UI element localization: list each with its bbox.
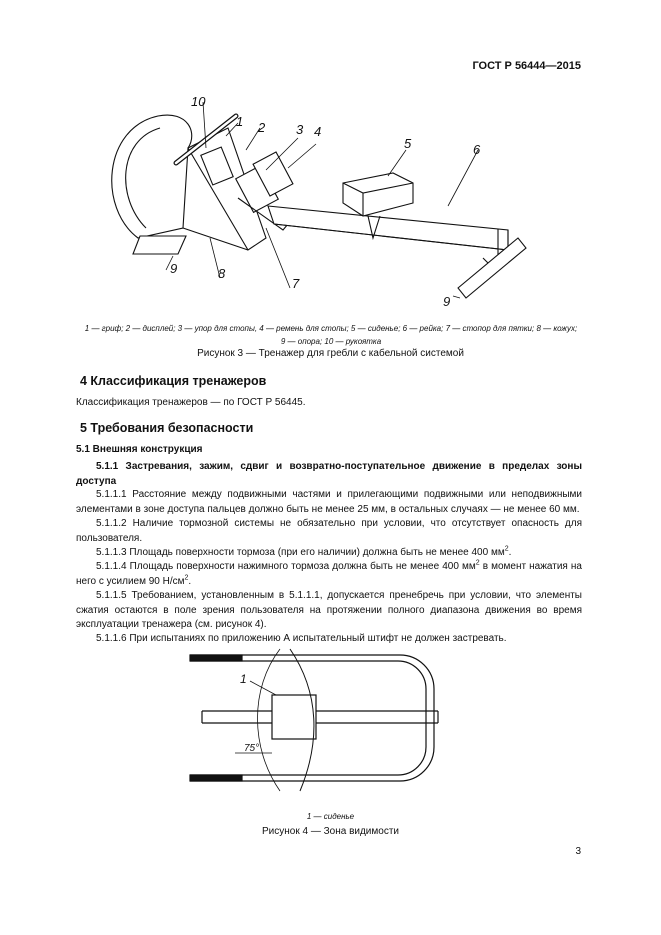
para-5111: 5.1.1.1 Расстояние между подвижными частями и прилегающими подвижными или неподвижными элементами в зоне доступа пальцев должно быть не менее 25 мм, в остальных случаях — не менее 60 мм. <box>76 489 582 515</box>
callout-9-right: 9 <box>443 294 451 309</box>
figure3-legend <box>46 322 616 348</box>
figure4-caption: Рисунок 4 — Зона видимости <box>262 826 399 837</box>
figure3-legend-line2: 9 — опора; 10 — рукоятка <box>280 337 382 346</box>
section511-heading: 5.1.1 Застревания, зажим, сдвиг и возвратно-поступательное движение в пределах зоны доступа <box>76 461 582 487</box>
callout-5: 5 <box>404 136 412 151</box>
section4-text: Классификация тренажеров — по ГОСТ Р 56445. <box>76 397 306 408</box>
page-number: 3 <box>575 846 581 857</box>
callout-7: 7 <box>292 276 300 291</box>
callout-9-left: 9 <box>170 261 178 276</box>
section5-heading: 5 Требования безопасности <box>80 421 254 435</box>
section4-heading: 4 Классификация тренажеров <box>80 374 267 388</box>
rowing-machine-figure <box>88 88 558 313</box>
para-5113: 5.1.1.3 Площадь поверхности тормоза (при его наличии) должна быть не менее 400 $мм^2$. <box>96 545 512 558</box>
callout-1: 1 <box>236 114 244 129</box>
callout-6: 6 <box>473 142 481 157</box>
para-5116: 5.1.1.6 При испытаниях по приложению А испытательный штифт не должен застревать. <box>96 633 507 644</box>
callout-3: 3 <box>296 122 304 137</box>
callout-4: 4 <box>314 124 322 139</box>
callout-10: 10 <box>191 94 206 109</box>
callout-8: 8 <box>218 266 226 281</box>
figure3-caption: Рисунок 3 — Тренажер для гребли с кабельной системой <box>197 348 464 359</box>
figure4-callout-1: 1 <box>240 672 247 686</box>
section51-heading: 5.1 Внешняя конструкция <box>76 444 203 455</box>
figure4-angle-label: 75° <box>244 743 260 754</box>
visibility-zone-figure <box>180 643 440 793</box>
figure3-legend-line1: 1 — гриф; 2 — дисплей; 3 — упор для стопы, 4 — ремень для стопы; 5 — сиденье; 6 — рейка; 7 — стопор для пятки; 8 — кожух; <box>84 324 578 333</box>
para-5115: 5.1.1.5 Требованием, установленным в 5.1.1.1, допускается пренебречь при условии, что элементы сжатия остаются в поле зрения пользователя на протяжении полного диапазона движения во время эксплуатации тренажера (см. рисунок 4). <box>76 590 582 630</box>
document-header: ГОСТ Р 56444—2015 <box>472 60 581 72</box>
callout-2: 2 <box>258 120 266 135</box>
para-5114: 5.1.1.4 Площадь поверхности нажимного тормоза должна быть не менее 400 $мм^2$ в момент нажатия на него с усилием 90 $Н/см^2$. <box>76 559 582 587</box>
figure4-legend: 1 — сиденье <box>306 812 355 821</box>
para-5112: 5.1.1.2 Наличие тормозной системы не обязательно при условии, что отсутствует опасность для пользователя. <box>76 518 582 544</box>
